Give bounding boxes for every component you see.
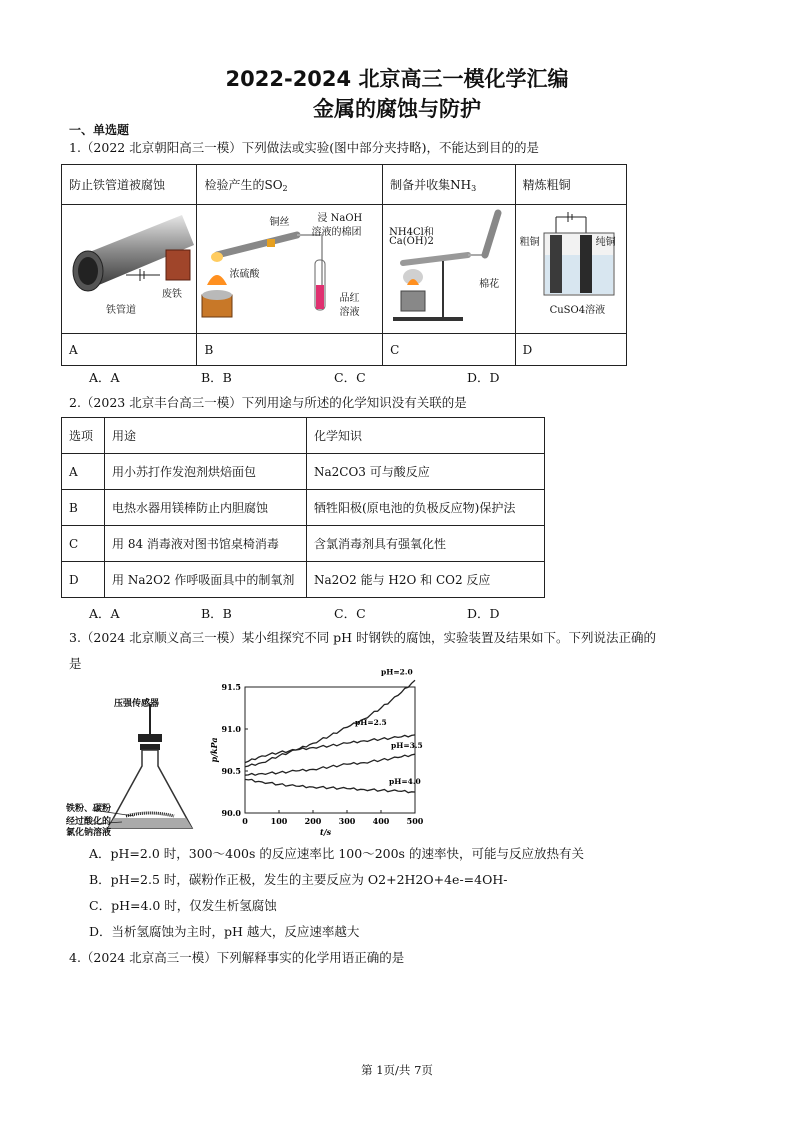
x-tick-label: 300 bbox=[338, 816, 356, 826]
series-label: pH=3.5 bbox=[391, 741, 423, 751]
plot-frame bbox=[245, 687, 415, 813]
scrap-iron-block bbox=[166, 250, 190, 280]
stopper-bottom bbox=[140, 744, 160, 750]
q1-figure-c bbox=[383, 205, 515, 334]
q3-option-a[interactable]: A．pH=2.0 时，300～400s 的反应速率比 100～200s 的速率快，可能与反应放热有关 bbox=[89, 846, 584, 861]
pipe-label: 铁管道 bbox=[106, 305, 136, 316]
q1-figure-b bbox=[197, 205, 383, 334]
y-tick-label: 91.5 bbox=[221, 682, 241, 692]
acid-label: 浓硫酸 bbox=[229, 269, 260, 280]
q2-header-use: 用途 bbox=[105, 418, 307, 454]
q1-table bbox=[61, 164, 627, 366]
q1-figure-a bbox=[62, 205, 197, 334]
q3-option-b[interactable]: B．pH=2.5 时，碳粉作正极，发生的主要反应为 O2+2H2O+4e-=4OH- bbox=[89, 872, 508, 887]
q3-stem-line2: 是 bbox=[69, 656, 82, 671]
doc-subtitle: 金属的腐蚀与防护 bbox=[313, 97, 481, 121]
q1-letter-a: A bbox=[62, 334, 197, 366]
crude-copper-label: 粗铜 bbox=[519, 237, 540, 248]
q3-option-c[interactable]: C．pH=4.0 时，仅发生析氢腐蚀 bbox=[89, 898, 277, 913]
q2-cell: D bbox=[62, 562, 105, 598]
pinkred-solution-label: 溶液 bbox=[339, 307, 360, 318]
pressure-chart bbox=[205, 667, 435, 839]
powder-label: 铁粉、碳粉 bbox=[66, 804, 112, 814]
series-label: pH=2.5 bbox=[355, 717, 387, 727]
q2-option-b[interactable]: B．B bbox=[201, 606, 232, 621]
x-tick-label: 500 bbox=[406, 816, 424, 826]
solution-label-2: 氯化钠溶液 bbox=[66, 828, 112, 838]
q1-option-c[interactable]: C．C bbox=[334, 370, 366, 385]
q2-options bbox=[0, 604, 794, 620]
q2-stem: 2.（2023 北京丰台高三一模）下列用途与所述的化学知识没有关联的是 bbox=[69, 395, 467, 410]
series-line bbox=[245, 754, 415, 775]
naoh-label: 浸 NaOH bbox=[317, 213, 363, 224]
q1-header-a: 防止铁管道被腐蚀 bbox=[62, 165, 197, 205]
scrap-label: 废铁 bbox=[162, 289, 182, 300]
q3-apparatus bbox=[64, 688, 204, 838]
q1-letter-b: B bbox=[197, 334, 383, 366]
q1-figure-d bbox=[515, 205, 626, 334]
doc-title: 2022-2024 北京高三一模化学汇编 bbox=[225, 67, 569, 91]
sensor-label: 压强传感器 bbox=[114, 699, 160, 709]
q2-header-option: 选项 bbox=[62, 418, 105, 454]
q3-stem-line1: 3.（2024 北京顺义高三一模）某小组探究不同 pH 时钢铁的腐蚀，实验装置及结果如下。下列说法正确的 bbox=[69, 630, 657, 645]
q1-option-b[interactable]: B．B bbox=[201, 370, 232, 385]
caoh-label: Ca(OH)2 bbox=[389, 236, 434, 247]
pure-copper-electrode bbox=[580, 235, 592, 293]
q2-cell: Na2O2 能与 H2O 和 CO2 反应 bbox=[307, 562, 545, 598]
y-tick-label: 90.0 bbox=[221, 808, 241, 818]
q2-cell: 含氯消毒剂具有强氧化性 bbox=[307, 526, 545, 562]
pure-copper-label: 纯铜 bbox=[595, 237, 616, 248]
section-heading: 一、单选题 bbox=[69, 123, 130, 137]
solution-label-1: 经过酸化的 bbox=[66, 817, 112, 827]
q1-letter-d: D bbox=[515, 334, 626, 366]
q1-option-a[interactable]: A．A bbox=[89, 370, 120, 385]
naoh-cotton-label: 溶液的棉团 bbox=[311, 227, 362, 238]
q2-cell: 牺牲阳极(原电池的负极反应物)保护法 bbox=[307, 490, 545, 526]
y-tick-label: 90.5 bbox=[221, 766, 241, 776]
table-row bbox=[62, 490, 545, 526]
x-tick-label: 400 bbox=[372, 816, 390, 826]
q1-option-d[interactable]: D．D bbox=[467, 370, 500, 385]
x-tick-label: 0 bbox=[242, 816, 248, 826]
table-row bbox=[62, 454, 545, 490]
x-axis-label: t/s bbox=[320, 827, 332, 837]
x-tick-label: 200 bbox=[304, 816, 322, 826]
q4-stem: 4.（2024 北京高三一模）下列解释事实的化学用语正确的是 bbox=[69, 950, 405, 965]
q2-cell: 电热水器用镁棒防止内胆腐蚀 bbox=[105, 490, 307, 526]
q2-option-c[interactable]: C．C bbox=[334, 606, 366, 621]
q2-header-knowledge: 化学知识 bbox=[307, 418, 545, 454]
q1-options bbox=[0, 368, 794, 384]
table-row bbox=[62, 526, 545, 562]
y-axis-label: p/kPa bbox=[209, 737, 219, 763]
cotton-label: 棉花 bbox=[479, 279, 500, 290]
nh4cl-label: NH4Cl和 bbox=[389, 227, 434, 238]
q2-cell: 用小苏打作发泡剂烘焙面包 bbox=[105, 454, 307, 490]
q2-cell: B bbox=[62, 490, 105, 526]
stopper-top bbox=[138, 734, 162, 742]
copper-wire-label: 铜丝 bbox=[269, 217, 290, 228]
q2-table bbox=[61, 417, 545, 598]
q1-header-b: 检验产生的$SO_2$ bbox=[197, 165, 383, 205]
q1-header-c: 制备并收集$NH_3$ bbox=[383, 165, 515, 205]
crude-copper-electrode bbox=[550, 235, 562, 293]
y-tick-label: 91.0 bbox=[221, 724, 241, 734]
q2-cell: 用 84 消毒液对图书馆桌椅消毒 bbox=[105, 526, 307, 562]
table-row bbox=[62, 562, 545, 598]
q1-stem: 1.（2022 北京朝阳高三一模）下列做法或实验(图中部分夹持略)，不能达到目的的是 bbox=[69, 140, 539, 155]
q2-cell: A bbox=[62, 454, 105, 490]
q2-cell: C bbox=[62, 526, 105, 562]
pinkred-label: 品红 bbox=[339, 293, 360, 304]
page-footer: 第 1页/共 7页 bbox=[361, 1063, 433, 1077]
q1-letter-c: C bbox=[383, 334, 515, 366]
x-tick-label: 100 bbox=[270, 816, 288, 826]
cuso4-label: CuSO4溶液 bbox=[549, 305, 606, 316]
q2-option-d[interactable]: D．D bbox=[467, 606, 500, 621]
q2-option-a[interactable]: A．A bbox=[89, 606, 120, 621]
q2-cell: 用 Na2O2 作呼吸面具中的制氧剂 bbox=[105, 562, 307, 598]
q2-cell: Na2CO3 可与酸反应 bbox=[307, 454, 545, 490]
q3-option-d[interactable]: D．当析氢腐蚀为主时，pH 越大，反应速率越大 bbox=[89, 924, 360, 939]
series-label: pH=4.0 bbox=[389, 777, 421, 786]
copper-wire-stopper bbox=[267, 239, 275, 247]
q1-header-d: 精炼粗铜 bbox=[515, 165, 626, 205]
series-label: pH=2.0 bbox=[381, 667, 413, 677]
